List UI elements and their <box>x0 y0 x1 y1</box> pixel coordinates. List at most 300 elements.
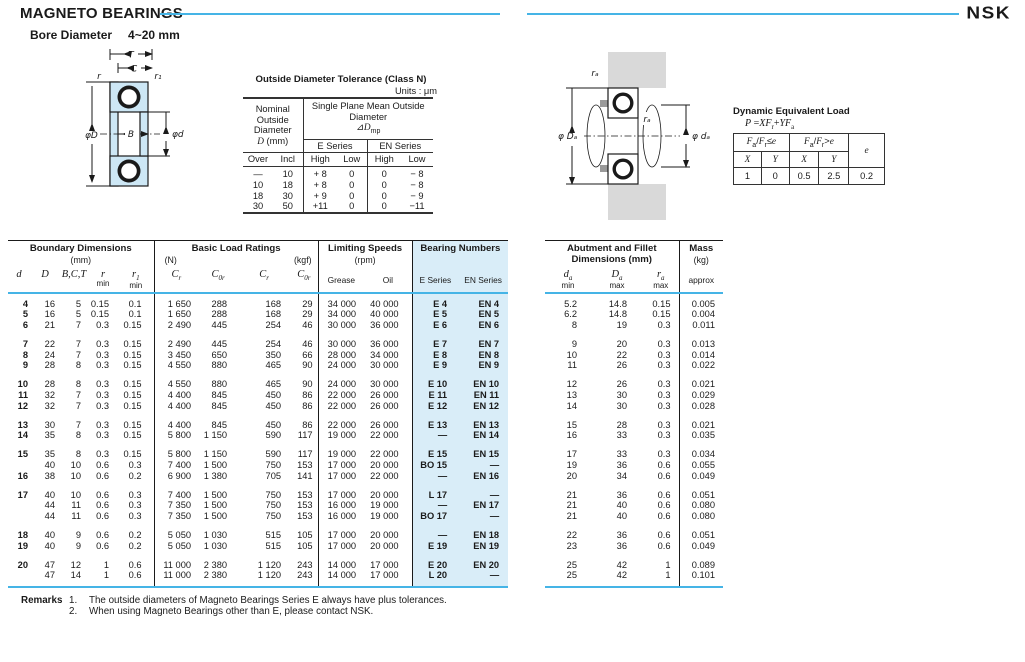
col-oil: Oil <box>364 268 412 293</box>
bearing-row-cell: 40 <box>44 540 55 551</box>
abutment-row-cell: 0.6 <box>643 511 679 522</box>
abutment-row <box>545 309 723 320</box>
high-header: High <box>367 153 401 167</box>
bearing-row-cell: — <box>458 511 508 522</box>
bearing-row-cell: 28 000 <box>327 349 357 360</box>
bearing-row-cell: 1 500 <box>203 500 228 511</box>
bearing-row-cell: 1 120 <box>257 570 282 581</box>
bearing-row-cell: L 17 <box>412 482 458 501</box>
bearing-row-cell: 35 <box>44 449 55 460</box>
bearing-row-cell: 16 <box>44 309 55 320</box>
bearing-row-cell: 7 <box>75 338 81 349</box>
abutment-row-cell: 20 <box>566 470 577 481</box>
bearing-row-cell: 750 <box>265 489 282 500</box>
bearing-row <box>8 522 508 541</box>
bearing-row-cell: 0.3 <box>118 460 154 471</box>
remark-text: When using Magneto Bearings other than E, please contact NSK. <box>89 606 374 617</box>
bearing-row-cell: 8 <box>75 430 81 441</box>
bearing-row <box>8 309 508 320</box>
bearing-row-cell: EN 4 <box>458 293 508 310</box>
bearing-row-cell: 30 000 <box>327 338 357 349</box>
bearing-row-cell: 4 400 <box>167 400 192 411</box>
col-e-series: E Series <box>412 268 458 293</box>
bearing-row-cell: 0.15 <box>118 401 154 412</box>
bearing-row-cell: 0.6 <box>96 511 109 522</box>
dynamic-load-block <box>733 106 893 185</box>
bearing-row-cell: 445 <box>211 320 228 331</box>
bearing-row-cell: — <box>412 500 458 511</box>
dim-ra-label: rₐ <box>591 69 599 79</box>
tolerance-row-cell: 0 <box>367 180 401 191</box>
abutment-row <box>545 412 723 431</box>
abutment-row-cell: 0.3 <box>643 320 679 331</box>
bearing-row-cell: 30 000 <box>364 360 412 371</box>
abutment-row-cell: 14.8 <box>608 298 627 309</box>
bearing-row-cell: 845 <box>211 400 228 411</box>
high-header: High <box>303 153 337 167</box>
abutment-row <box>545 320 723 331</box>
abutment-row <box>545 522 723 541</box>
header-rule-left <box>160 13 500 15</box>
bearing-row-cell: 515 <box>265 530 282 541</box>
tolerance-row-cell: + 8 <box>303 167 337 180</box>
dynamic-load-formula: $P =XF_r+YF_a$ <box>745 118 795 131</box>
abutment-row-cell: 40 <box>616 511 627 522</box>
dynamic-values-row-cell: 0.2 <box>849 167 885 184</box>
bearing-row-cell: 2 490 <box>167 338 192 349</box>
bearing-row-cell: 66 <box>290 350 318 361</box>
abutment-row-cell: 0.011 <box>692 320 715 331</box>
bearing-row-cell: 9 <box>75 540 81 551</box>
abutment-row <box>545 552 723 571</box>
bearing-row-cell: 0.15 <box>118 441 154 460</box>
abutment-row-cell: 17 <box>566 449 577 460</box>
bearing-row-cell: 0.3 <box>96 390 109 401</box>
abutment-row-cell: 36 <box>616 489 627 500</box>
bearing-row-cell: 5 <box>22 309 28 320</box>
abutment-row <box>545 390 723 401</box>
abutment-row-cell: 0.021 <box>691 419 715 430</box>
tolerance-row <box>243 191 433 202</box>
dim-T-label: T <box>128 50 134 61</box>
e-header: e <box>849 134 885 168</box>
mean-outside-diameter-header: Single Plane Mean Outside Diameter $⊿D_{mp}$ <box>303 98 433 140</box>
bearing-row-cell: 650 <box>211 349 228 360</box>
bearing-row-cell: 14 <box>17 430 28 441</box>
bearing-row-cell: 40 <box>44 530 55 541</box>
bearing-row-cell: 1 150 <box>203 449 228 460</box>
bearing-row-cell: 254 <box>265 338 282 349</box>
bearing-row-cell: 3 450 <box>167 349 192 360</box>
bearing-row <box>8 471 508 482</box>
bearing-row-cell: 20 <box>17 559 28 570</box>
bearing-row-cell <box>8 511 30 522</box>
bearing-row-cell: EN 9 <box>458 360 508 371</box>
bearing-row-cell: 243 <box>290 552 318 571</box>
bearing-row-cell: 26 000 <box>364 412 412 431</box>
abutment-row-cell: 25 <box>566 570 577 581</box>
abutment-row-cell: 0.3 <box>643 331 679 350</box>
bearing-row-cell: EN 12 <box>458 401 508 412</box>
low-header: Low <box>401 153 433 167</box>
abutment-row-cell: 0.6 <box>643 460 679 471</box>
bearing-row-cell: 11 <box>18 390 28 401</box>
bearing-row <box>8 500 508 511</box>
bearing-row-cell: — <box>412 430 458 441</box>
col-cr-n: $C_r$ <box>154 268 198 293</box>
bearing-row-cell: 10 <box>70 460 81 471</box>
bearing-row-cell: 0.2 <box>118 471 154 482</box>
bearing-row-cell: 450 <box>265 419 282 430</box>
col-Da: $D_a$ max <box>591 268 643 293</box>
low-header: Low <box>337 153 367 167</box>
bearing-row-cell: 9 <box>22 360 28 371</box>
page-title: MAGNETO BEARINGS <box>20 5 183 22</box>
bearing-row-cell: 1 650 <box>167 309 192 320</box>
abutment-row-cell: 20 <box>616 338 627 349</box>
tolerance-table-block <box>243 74 439 214</box>
bearing-row-cell: 4 550 <box>167 379 192 390</box>
abutment-row-cell: 0.3 <box>643 441 679 460</box>
bearing-row-cell: 7 <box>75 419 81 430</box>
abutment-row-cell: 19 <box>566 460 577 471</box>
abutment-row-cell: 33 <box>616 430 627 441</box>
bearing-row-cell: 47 <box>44 570 55 581</box>
header-rule-right <box>527 13 959 15</box>
abutment-row <box>545 293 723 310</box>
bearing-row-cell: 17 000 <box>327 470 357 481</box>
bearing-row-cell: 11 <box>71 511 81 522</box>
bearing-row-cell: 16 000 <box>327 500 357 511</box>
abutment-row-cell: 0.3 <box>643 401 679 412</box>
abutment-row-cell: 40 <box>616 500 627 511</box>
bearing-row-cell: 28 <box>44 360 55 371</box>
bearing-row-cell: 750 <box>265 460 282 471</box>
bearing-row-cell: 845 <box>211 390 228 401</box>
bearing-row-cell: 153 <box>290 500 318 511</box>
bearing-row-cell: EN 19 <box>458 541 508 552</box>
bearing-row-cell: 32 <box>44 400 55 411</box>
bearing-row-cell: — <box>458 570 508 587</box>
bearing-row-cell: 105 <box>290 522 318 541</box>
bearing-row-cell: — <box>458 482 508 501</box>
bearing-row-cell: 7 350 <box>167 511 192 522</box>
bearing-row-cell <box>8 460 30 471</box>
bearing-row-cell: EN 20 <box>458 552 508 571</box>
bearing-row-cell: 10 <box>70 489 81 500</box>
abutment-row <box>545 500 723 511</box>
abutment-row-cell: 9 <box>571 338 577 349</box>
bearing-row <box>8 511 508 522</box>
bearing-row-cell: 10 <box>17 379 28 390</box>
bearing-row-cell: 0.6 <box>118 570 154 587</box>
bearing-row-cell: E 9 <box>412 360 458 371</box>
bearing-row-cell: 35 <box>44 430 55 441</box>
bearing-row-cell: 9 <box>75 530 81 541</box>
abutment-row-cell: 21 <box>566 489 577 500</box>
bearing-row-cell: 1 030 <box>203 530 228 541</box>
bearing-row-cell: 7 <box>22 338 28 349</box>
abutment-row-cell: 26 <box>616 360 627 371</box>
bearing-row-cell: 22 000 <box>364 441 412 460</box>
bearing-row-cell: 450 <box>265 390 282 401</box>
abutment-row-cell: 0.3 <box>643 371 679 390</box>
bearing-row-cell: 13 <box>17 419 28 430</box>
bearing-row-cell: 2 380 <box>203 559 228 570</box>
bearing-row-cell: 46 <box>290 331 318 350</box>
bearing-row-cell: 17 000 <box>327 489 357 500</box>
abutment-row-cell: 33 <box>616 449 627 460</box>
bearing-row-cell: 16 <box>17 470 28 481</box>
abutment-row <box>545 471 723 482</box>
abutment-row-cell: 0.029 <box>691 390 715 401</box>
bearing-row-cell: 4 550 <box>167 360 192 371</box>
bearing-row-cell: EN 18 <box>458 522 508 541</box>
bearing-row-cell: 0.2 <box>118 541 154 552</box>
bearing-row-cell: 36 000 <box>364 331 412 350</box>
col-mass-approx: approx <box>679 268 723 293</box>
bearing-row-cell: 6 900 <box>167 470 192 481</box>
abutment-row <box>545 401 723 412</box>
limiting-speeds-header: Limiting Speeds (rpm) <box>318 241 412 268</box>
mass-header: Mass (kg) <box>679 241 723 268</box>
dim-ra-label: rₐ <box>643 115 651 125</box>
bearing-row-cell: 8 <box>75 360 81 371</box>
bearing-row-cell: 465 <box>265 379 282 390</box>
tolerance-row-cell: −11 <box>409 201 425 212</box>
bearing-row-cell: 705 <box>265 470 282 481</box>
abutment-row-cell: 0.101 <box>691 570 715 581</box>
abutment-row-cell: 8 <box>571 320 577 331</box>
bearing-row-cell: 24 000 <box>327 360 357 371</box>
dim-phiDa-label: φ Dₐ <box>558 132 578 142</box>
col-c0r-n: $C_{0r}$ <box>198 268 238 293</box>
bearing-row-cell: 0.3 <box>96 400 109 411</box>
abutment-row-cell: 0.051 <box>691 530 715 541</box>
bearing-row-cell: 0.6 <box>96 540 109 551</box>
bearing-row-cell: 17 000 <box>327 530 357 541</box>
col-ra: $r_a$ max <box>643 268 679 293</box>
bearing-row-cell: 20 000 <box>364 541 412 552</box>
bearing-row-cell: 0.3 <box>96 430 109 441</box>
bearing-row-cell: 22 000 <box>364 471 412 482</box>
bore-diameter-label: Bore Diameter <box>30 28 113 42</box>
tolerance-row-cell: 18 <box>252 190 264 201</box>
col-D: D <box>30 268 60 293</box>
bearing-row-cell: 153 <box>290 460 318 471</box>
x-header: X <box>789 151 819 167</box>
abutment-row-cell: 0.028 <box>691 400 715 411</box>
tolerance-row-cell: 0 <box>367 167 401 180</box>
bearing-row-cell: 19 000 <box>364 500 412 511</box>
bearing-row-cell: 7 <box>75 320 81 331</box>
bearing-row <box>8 390 508 401</box>
remark-number: 1. <box>69 595 78 606</box>
abutment-row <box>545 360 723 371</box>
bearing-row-cell: 26 000 <box>364 390 412 401</box>
abutment-row-cell: 0.080 <box>691 500 715 511</box>
bearing-row-cell: 11 000 <box>163 570 192 581</box>
bearing-row-cell: EN 11 <box>458 390 508 401</box>
abutment-row-cell: 30 <box>616 390 627 401</box>
y-header: Y <box>761 151 789 167</box>
abutment-row <box>545 441 723 460</box>
abutment-row <box>545 430 723 441</box>
tolerance-row-cell: 0 <box>367 201 401 213</box>
bearing-row-cell: 19 <box>17 540 28 551</box>
bearing-row-cell: 1 030 <box>203 540 228 551</box>
abutment-row-cell: 0.6 <box>643 482 679 501</box>
abutment-row-cell: 0.051 <box>691 489 715 500</box>
bearing-row-cell: 32 <box>44 390 55 401</box>
bearing-row-cell: 0.15 <box>118 320 154 331</box>
col-bct: B,C,T <box>60 268 88 293</box>
bearing-row-cell: 254 <box>265 320 282 331</box>
x-header: X <box>734 151 762 167</box>
bearing-row-cell: 0.15 <box>118 331 154 350</box>
bearing-row-cell <box>8 500 30 511</box>
bearing-row <box>8 552 508 571</box>
abutment-row-cell: 16 <box>566 430 577 441</box>
dim-B-label: B <box>127 130 135 140</box>
bearing-row-cell: 20 000 <box>364 460 412 471</box>
bearing-row-cell: 0.15 <box>118 430 154 441</box>
bearing-row-cell: 590 <box>265 430 282 441</box>
bearing-row-cell: 40 <box>44 489 55 500</box>
bearing-row-cell: 40 000 <box>364 309 412 320</box>
bearing-row-cell: 5 050 <box>167 540 192 551</box>
bearing-row-cell: 515 <box>265 540 282 551</box>
bearing-row-cell: 880 <box>211 379 228 390</box>
abutment-row-cell: 0.035 <box>691 430 715 441</box>
abutment-row <box>545 482 723 501</box>
bearing-row <box>8 320 508 331</box>
tolerance-row-cell: 10 <box>252 179 264 190</box>
bearing-row-cell: E 4 <box>412 293 458 310</box>
abutment-row-cell: 0.6 <box>643 500 679 511</box>
bearing-row <box>8 541 508 552</box>
bearing-row <box>8 360 508 371</box>
abutment-row-cell: 36 <box>616 540 627 551</box>
tolerance-row-cell: − 9 <box>410 190 424 201</box>
abutment-row-cell: 1 <box>643 570 679 587</box>
bearing-row-cell: 17 000 <box>327 540 357 551</box>
bearing-row-cell: 0.15 <box>90 298 109 309</box>
bearing-row-cell: 117 <box>290 430 318 441</box>
basic-load-ratings-header: Basic Load Ratings (N) (kgf) <box>154 241 318 268</box>
dynamic-values-row-cell: 0 <box>761 167 789 184</box>
abutment-row-cell: 21 <box>566 511 577 522</box>
remarks <box>21 595 447 617</box>
tolerance-row-cell: 30 <box>282 190 293 201</box>
bearing-row-cell: 5 050 <box>167 530 192 541</box>
bearing-row-cell: 29 <box>290 293 318 310</box>
col-r1: $r_1$ min <box>118 268 154 293</box>
dim-r-label: r <box>97 72 101 82</box>
bearing-row-cell: E 19 <box>412 541 458 552</box>
bearing-row-cell: 47 <box>44 559 55 570</box>
dynamic-load-table <box>733 133 885 185</box>
abutment-row-cell: 11 <box>567 360 577 371</box>
abutment-row-cell: 0.6 <box>643 541 679 552</box>
bearing-row-cell: EN 13 <box>458 412 508 431</box>
e-series-header: E Series <box>303 140 367 153</box>
bearing-row-cell: 750 <box>265 511 282 522</box>
bearing-row-cell: 153 <box>290 511 318 522</box>
abutment-row <box>545 371 723 390</box>
bearing-row <box>8 412 508 431</box>
bearing-row-cell: 168 <box>265 309 282 320</box>
abutment-row-cell: 23 <box>566 540 577 551</box>
bearing-row-cell: E 12 <box>412 401 458 412</box>
tolerance-row-cell: 0 <box>349 190 355 201</box>
bearing-row-cell: 1 500 <box>203 511 228 522</box>
remark-number: 2. <box>69 606 78 617</box>
bearing-row-cell: — <box>412 471 458 482</box>
bearing-row-cell: EN 8 <box>458 350 508 361</box>
bearing-row-cell: 0.3 <box>96 419 109 430</box>
bearing-row-cell: E 10 <box>412 371 458 390</box>
bearing-row-cell: 288 <box>211 309 228 320</box>
bearing-row-cell: 0.15 <box>118 350 154 361</box>
dim-C-label: C <box>130 64 138 75</box>
bearing-row-cell <box>8 570 30 587</box>
nominal-diameter-header: Nominal Outside Diameter D (mm) <box>253 104 292 147</box>
bearing-row-cell: EN 7 <box>458 331 508 350</box>
bearing-row-cell: 17 <box>17 489 28 500</box>
bearing-row-cell: 40 000 <box>364 293 412 310</box>
bearing-row-cell: 0.6 <box>118 552 154 571</box>
bearing-row-cell: 38 <box>44 470 55 481</box>
bearing-row-cell: 0.1 <box>118 293 154 310</box>
bearing-row-cell: 14 000 <box>327 559 357 570</box>
tolerance-row <box>243 180 433 191</box>
bearing-row-cell: EN 14 <box>458 430 508 441</box>
abutment-row <box>545 460 723 471</box>
bearing-section-diagram <box>84 46 244 211</box>
abutment-dimensions-header: Abutment and Fillet Dimensions (mm) <box>566 243 657 265</box>
bearing-row-cell: 5 <box>75 309 81 320</box>
abutment-row-cell: 42 <box>616 570 627 581</box>
abutment-row <box>545 350 723 361</box>
bearing-row-cell: E 11 <box>412 390 458 401</box>
bearing-row-cell: 2 380 <box>203 570 228 581</box>
abutment-row-cell: 1 <box>643 552 679 571</box>
col-grease: Grease <box>318 268 364 293</box>
bearing-row-cell: 28 <box>44 379 55 390</box>
bearing-row-cell: 30 000 <box>364 371 412 390</box>
bearing-row-cell: 34 000 <box>364 350 412 361</box>
bearing-row-cell: 0.6 <box>96 470 109 481</box>
tolerance-row-cell: 18 <box>282 179 293 190</box>
abutment-row-cell: 14 <box>566 400 577 411</box>
cond-le-header: $F_a/F_r\le e$ <box>734 134 790 152</box>
bearing-row-cell: 44 <box>44 511 55 522</box>
tolerance-row-cell: 0 <box>349 179 355 190</box>
incl-header: Incl <box>273 153 303 167</box>
dynamic-values-row-cell: 2.5 <box>819 167 849 184</box>
abutment-row-cell: 0.3 <box>643 360 679 371</box>
bearing-row-cell: 16 <box>44 298 55 309</box>
bearing-row-cell: 4 <box>22 298 28 309</box>
abutment-row-cell: 21 <box>566 500 577 511</box>
tolerance-row <box>243 201 433 213</box>
abutment-row-cell: 13 <box>566 390 577 401</box>
bearing-data-table <box>8 240 508 588</box>
abutment-row-cell: 0.022 <box>691 360 715 371</box>
mounting-diagram <box>556 48 726 226</box>
bearing-row-cell: 16 000 <box>327 511 357 522</box>
